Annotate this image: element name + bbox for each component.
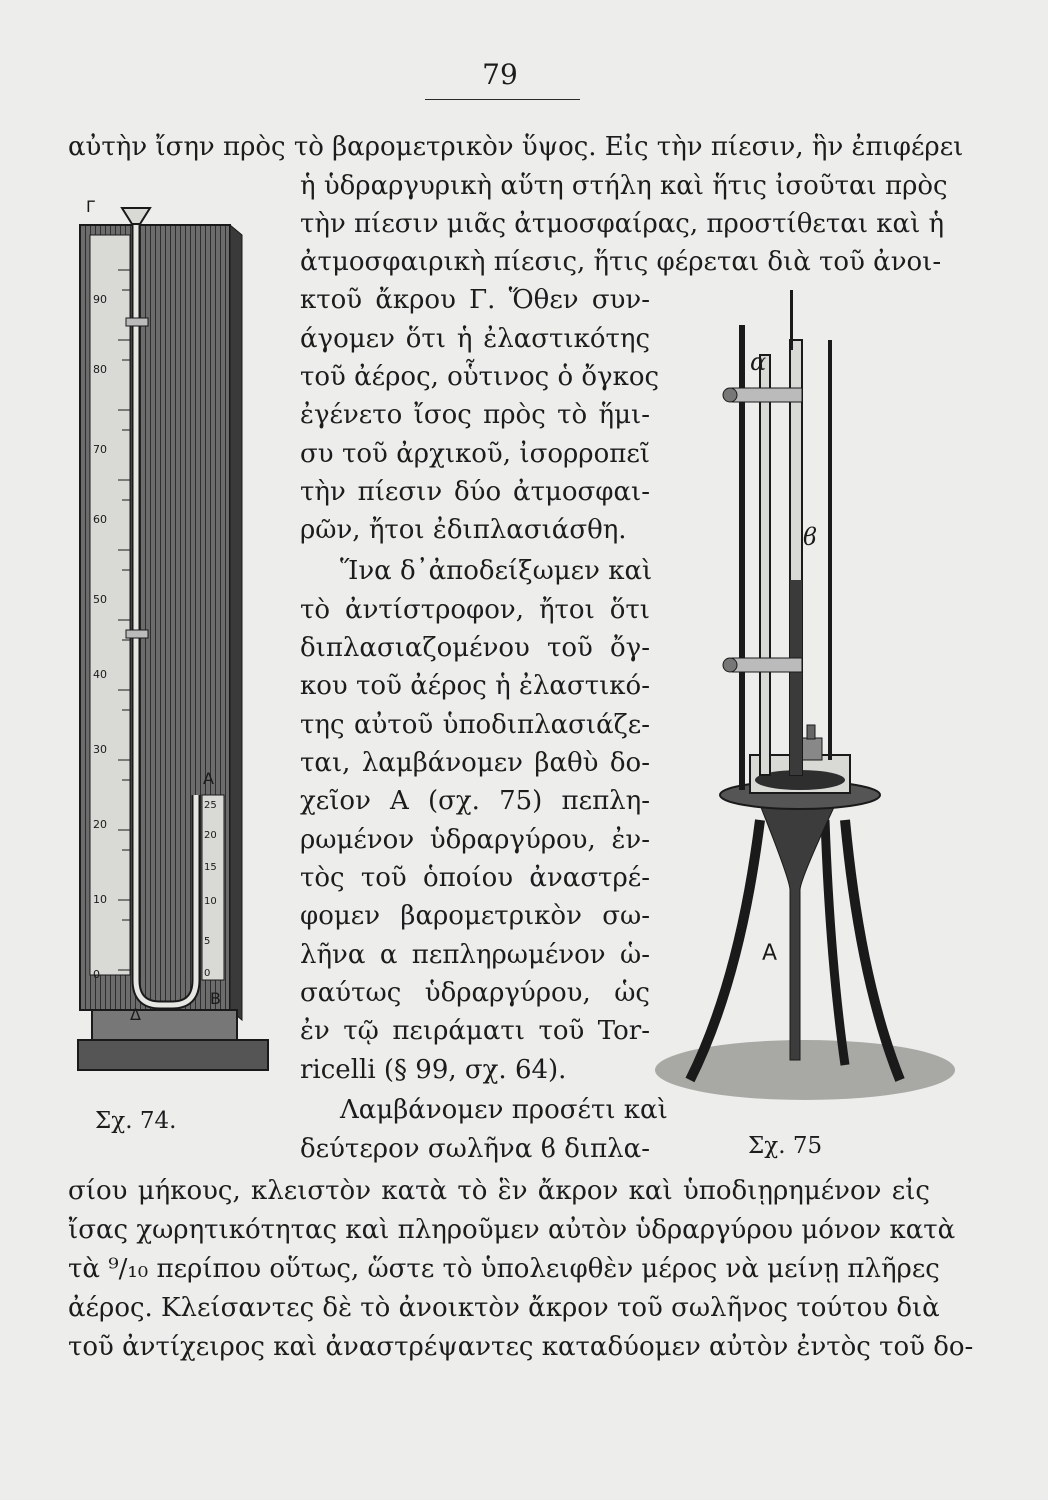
figure-75-apparatus — [650, 280, 960, 1120]
letter-alpha-capital: Α — [203, 769, 214, 788]
text-line: ται, λαμβάνομεν βαθὺ δο- — [300, 748, 650, 778]
text-line: ἡ ὑδραργυρικὴ αὕτη στήλη καὶ ἥτις ἰσοῦται πρὸς — [300, 171, 948, 201]
scale-label: 20 — [93, 818, 107, 831]
scale-label: 50 — [93, 593, 107, 606]
tube-clamp — [126, 318, 148, 326]
text-line: τὸ ἀντίστροφον, ἤτοι ὅτι — [300, 595, 650, 625]
tube-clamp — [126, 630, 148, 638]
page-number: 79 — [482, 58, 518, 91]
text-line: κτοῦ ἄκρου Γ. Ὅθεν συν- — [300, 285, 650, 315]
text-line: διπλασιαζομένου τοῦ ὄγ- — [300, 633, 650, 663]
text-line: ἀτμοσφαιρικὴ πίεσις, ἥτις φέρεται διὰ τοῦ ἀνοι- — [300, 247, 942, 277]
tripod-leg — [690, 820, 760, 1080]
letter-gamma: Γ — [86, 197, 95, 216]
text-line: τὴν πίεσιν δύο ἀτμοσφαι- — [300, 477, 650, 507]
text-line: σαύτως ὑδραργύρου, ὡς — [300, 978, 650, 1008]
figure-75-caption: Σχ. 75 — [748, 1133, 823, 1159]
text-line: τὴν πίεσιν μιᾶς ἀτμοσφαίρας, προστίθεται καὶ ἡ — [300, 209, 945, 239]
lower-clamp — [732, 658, 802, 672]
text-line: δεύτερον σωλῆνα ϐ διπλα- — [300, 1134, 650, 1164]
scale-label: 60 — [93, 513, 107, 526]
scale-label: 10 — [93, 893, 107, 906]
scale-label: 40 — [93, 668, 107, 681]
text-line: λῆνα α πεπληρωμένον ὡ- — [300, 940, 650, 970]
board-side — [230, 225, 242, 1020]
text-line: ἀέρος. Κλείσαντες δὲ τὸ ἀνοικτὸν ἄκρον τοῦ σωλῆνος τούτου διὰ — [68, 1293, 940, 1323]
short-scale-label: 20 — [204, 830, 217, 841]
letter-a: α — [750, 348, 767, 376]
text-line: ρωμένον ὑδραργύρου, ἐν- — [300, 825, 650, 855]
tripod-leg — [845, 820, 900, 1080]
tube-a — [760, 355, 770, 775]
tube-tip — [790, 290, 793, 350]
short-scale-label: 15 — [204, 862, 217, 873]
text-line: της αὐτοῦ ὑποδιπλασιάζε- — [300, 710, 650, 740]
scale-label: 0 — [93, 968, 100, 981]
short-scale-strip — [202, 795, 224, 980]
funnel — [122, 208, 150, 224]
screw-knob — [807, 725, 815, 739]
letter-delta: Δ — [130, 1005, 141, 1024]
figure-74-caption: Σχ. 74. — [95, 1108, 177, 1134]
text-line: αὐτὴν ἴσην πρὸς τὸ βαρομετρικὸν ὕψος. Εἰς τὴν πίεσιν, ἣν ἐπιφέρει — [68, 132, 964, 162]
upper-clamp-screw — [723, 388, 737, 402]
short-scale-label: 10 — [204, 896, 217, 907]
text-line: σίου μήκους, κλειστὸν κατὰ τὸ ἓν ἄκρον καὶ ὑποδιῃρημένον εἰς — [68, 1176, 930, 1206]
upper-clamp — [732, 388, 802, 402]
text-line: ἐγένετο ἴσος πρὸς τὸ ἥμι- — [300, 400, 650, 430]
text-line: άγομεν ὅτι ἡ ἐλαστικότης — [300, 324, 650, 354]
screw-device — [800, 738, 822, 760]
short-scale-label: 5 — [204, 936, 211, 947]
text-line: ἴσας χωρητικότητας καὶ πληροῦμεν αὐτὸν ὑδραργύρου μόνον κατὰ — [68, 1215, 956, 1245]
text-line: τοῦ ἀντίχειρος καὶ ἀναστρέψαντες καταδύομεν αὐτὸν ἐντὸς τοῦ δο- — [68, 1332, 974, 1362]
text-line: Ἵνα δ᾽ἀποδείξωμεν καὶ — [340, 556, 653, 586]
text-line: τὸς τοῦ ὁποίου ἀναστρέ- — [300, 863, 650, 893]
letter-capital-a: Α — [762, 941, 778, 966]
text-line: φομεν βαρομετρικὸν σω- — [300, 901, 650, 931]
letter-beta: Β — [210, 989, 221, 1008]
text-line: συ τοῦ ἀρχικοῦ, ἰσορροπεῖ — [300, 439, 650, 469]
scale-label: 70 — [93, 443, 107, 456]
text-line: τοῦ ἀέρος, οὗτινος ὁ ὄγκος — [300, 362, 660, 392]
tube-b-mercury — [790, 580, 802, 775]
header-rule — [425, 99, 580, 100]
scale-label: 80 — [93, 363, 107, 376]
short-scale-label: 25 — [204, 800, 217, 811]
text-line: ricelli (§ 99, σχ. 64). — [300, 1055, 567, 1085]
text-line: χεῖον Α (σχ. 75) πεπλη- — [300, 786, 650, 816]
scale-label: 30 — [93, 743, 107, 756]
text-line: ρῶν, ἤτοι ἐδιπλασιάσθη. — [300, 515, 627, 545]
text-line: Λαμβάνομεν προσέτι καὶ — [340, 1095, 668, 1125]
tripod-leg — [825, 820, 845, 1065]
text-line: κου τοῦ ἀέρος ἡ ἐλαστικό- — [300, 671, 650, 701]
lower-clamp-screw — [723, 658, 737, 672]
short-scale-label: 0 — [204, 968, 211, 979]
scale-label: 90 — [93, 293, 107, 306]
text-line: τὰ ⁹/₁₀ περίπου οὕτως, ὥστε τὸ ὑπολειφθὲν μέρος νὰ μείνῃ πλῆρες — [68, 1254, 940, 1284]
figure-74-manometer — [60, 190, 290, 1090]
board-plinth — [78, 1040, 268, 1070]
text-line: ἐν τῷ πειράματι τοῦ Tor- — [300, 1016, 650, 1046]
letter-b: ϐ — [803, 523, 817, 551]
